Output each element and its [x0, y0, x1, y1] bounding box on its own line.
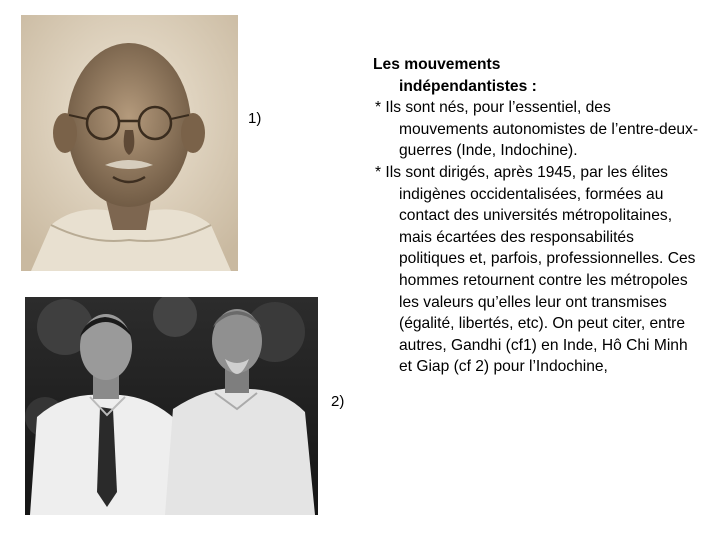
- paragraph-2: * Ils sont dirigés, après 1945, par les élites indigènes occidentalisées, formées au contact des universités métropolitaines, mais écartées des responsabilités politiques et, parfois, professionnelles. Ces hommes retournent contre les métropoles les valeurs qu’elles leur ont transmises (égalité, libertés, etc). On peut citer, entre autres, Gandhi (cf1) en Inde, Hô Chi Minh et Giap (cf 2) pour l’Indochine,: [375, 163, 696, 376]
- figure-2-label: 2): [331, 393, 345, 410]
- heading-line-1: Les mouvements: [373, 56, 501, 73]
- two-men-photo: [25, 297, 318, 515]
- portrait-photo: [21, 15, 238, 271]
- slide-text: [365, 54, 700, 378]
- paragraph-1: * Ils sont nés, pour l’essentiel, des mouvements autonomistes de l’entre-deux-guerres (Inde, Indochine).: [375, 99, 699, 160]
- figure-1-label: 1): [248, 110, 262, 127]
- slide-heading: [365, 54, 700, 97]
- heading-line-2: indépendantistes :: [399, 77, 537, 95]
